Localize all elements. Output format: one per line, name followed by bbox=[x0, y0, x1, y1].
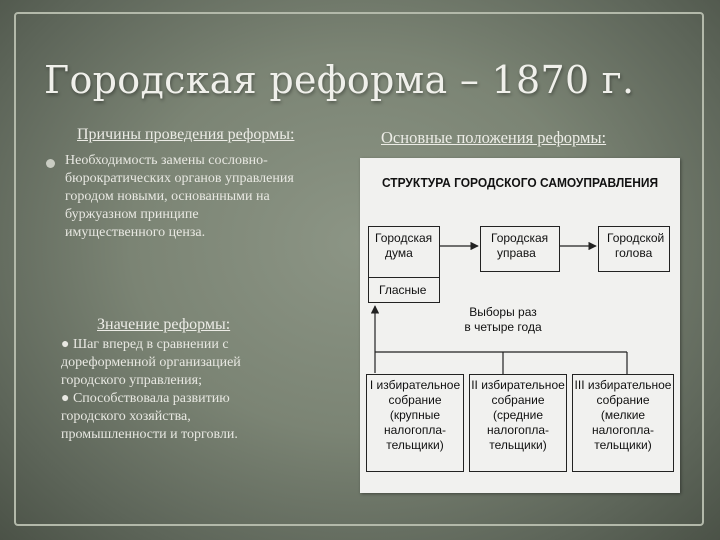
causes-line: Необходимость замены сословно- bbox=[65, 153, 268, 168]
causes-line: имущественного ценза. bbox=[65, 225, 206, 240]
box-line: Городской bbox=[607, 231, 665, 245]
significance-text bbox=[61, 336, 241, 444]
city-duma-box bbox=[368, 226, 440, 278]
box-line: II избирательное bbox=[471, 378, 565, 392]
bullet-icon bbox=[46, 159, 55, 168]
box-line: тельщики) bbox=[594, 438, 652, 452]
city-uprava-box bbox=[480, 226, 560, 272]
significance-line: дореформенной организацией bbox=[61, 355, 241, 370]
causes-line: бюрократических органов управления bbox=[65, 171, 294, 186]
box-line: Городская bbox=[491, 231, 549, 245]
significance-line: ● Способствовала развитию bbox=[61, 391, 230, 406]
box-line: управа bbox=[497, 246, 536, 260]
glasnye-box bbox=[368, 277, 440, 303]
significance-line: ● Шаг вперед в сравнении с bbox=[61, 337, 229, 352]
box-line: собрание bbox=[491, 393, 545, 407]
significance-line: городского хозяйства, bbox=[61, 409, 191, 424]
causes-line: буржуазном принципе bbox=[65, 207, 199, 222]
box-line: тельщики) bbox=[386, 438, 444, 452]
assembly-3-box bbox=[572, 374, 674, 472]
box-line: голова bbox=[615, 246, 653, 260]
box-line: налогопла- bbox=[486, 423, 550, 437]
significance-line: промышленности и торговли. bbox=[61, 427, 238, 442]
box-line: I избирательное bbox=[369, 378, 461, 392]
city-golova-box bbox=[598, 226, 670, 272]
elections-label bbox=[463, 305, 543, 335]
structure-diagram bbox=[360, 158, 680, 493]
box-line: налогопла- bbox=[591, 423, 655, 437]
box-line: собрание bbox=[388, 393, 442, 407]
box-line: (крупные bbox=[389, 408, 441, 422]
label-line: Выборы раз bbox=[469, 305, 537, 319]
box-line: III избирательное bbox=[574, 378, 672, 392]
box-line: (средние bbox=[492, 408, 544, 422]
box-line: тельщики) bbox=[489, 438, 547, 452]
significance-line: городского управления; bbox=[61, 373, 202, 388]
significance-heading: Значение реформы: bbox=[97, 316, 231, 333]
box-line: Городская bbox=[375, 231, 433, 245]
causes-heading: Причины проведения реформы: bbox=[77, 126, 295, 143]
causes-text bbox=[65, 152, 294, 242]
box-line: налогопла- bbox=[383, 423, 447, 437]
assembly-2-box bbox=[469, 374, 567, 472]
causes-line: городом новыми, основанными на bbox=[65, 189, 270, 204]
assembly-1-box bbox=[366, 374, 464, 472]
slide-title: Городская реформа – 1870 г. bbox=[44, 58, 635, 102]
box-line: дума bbox=[385, 246, 413, 260]
provisions-heading: Основные положения реформы: bbox=[381, 128, 607, 147]
box-line: Гласные bbox=[379, 283, 427, 297]
box-line: (мелкие bbox=[600, 408, 646, 422]
box-line: собрание bbox=[596, 393, 650, 407]
label-line: в четыре года bbox=[464, 320, 542, 334]
diagram-title: СТРУКТУРА ГОРОДСКОГО САМОУПРАВЛЕНИЯ bbox=[381, 175, 659, 190]
